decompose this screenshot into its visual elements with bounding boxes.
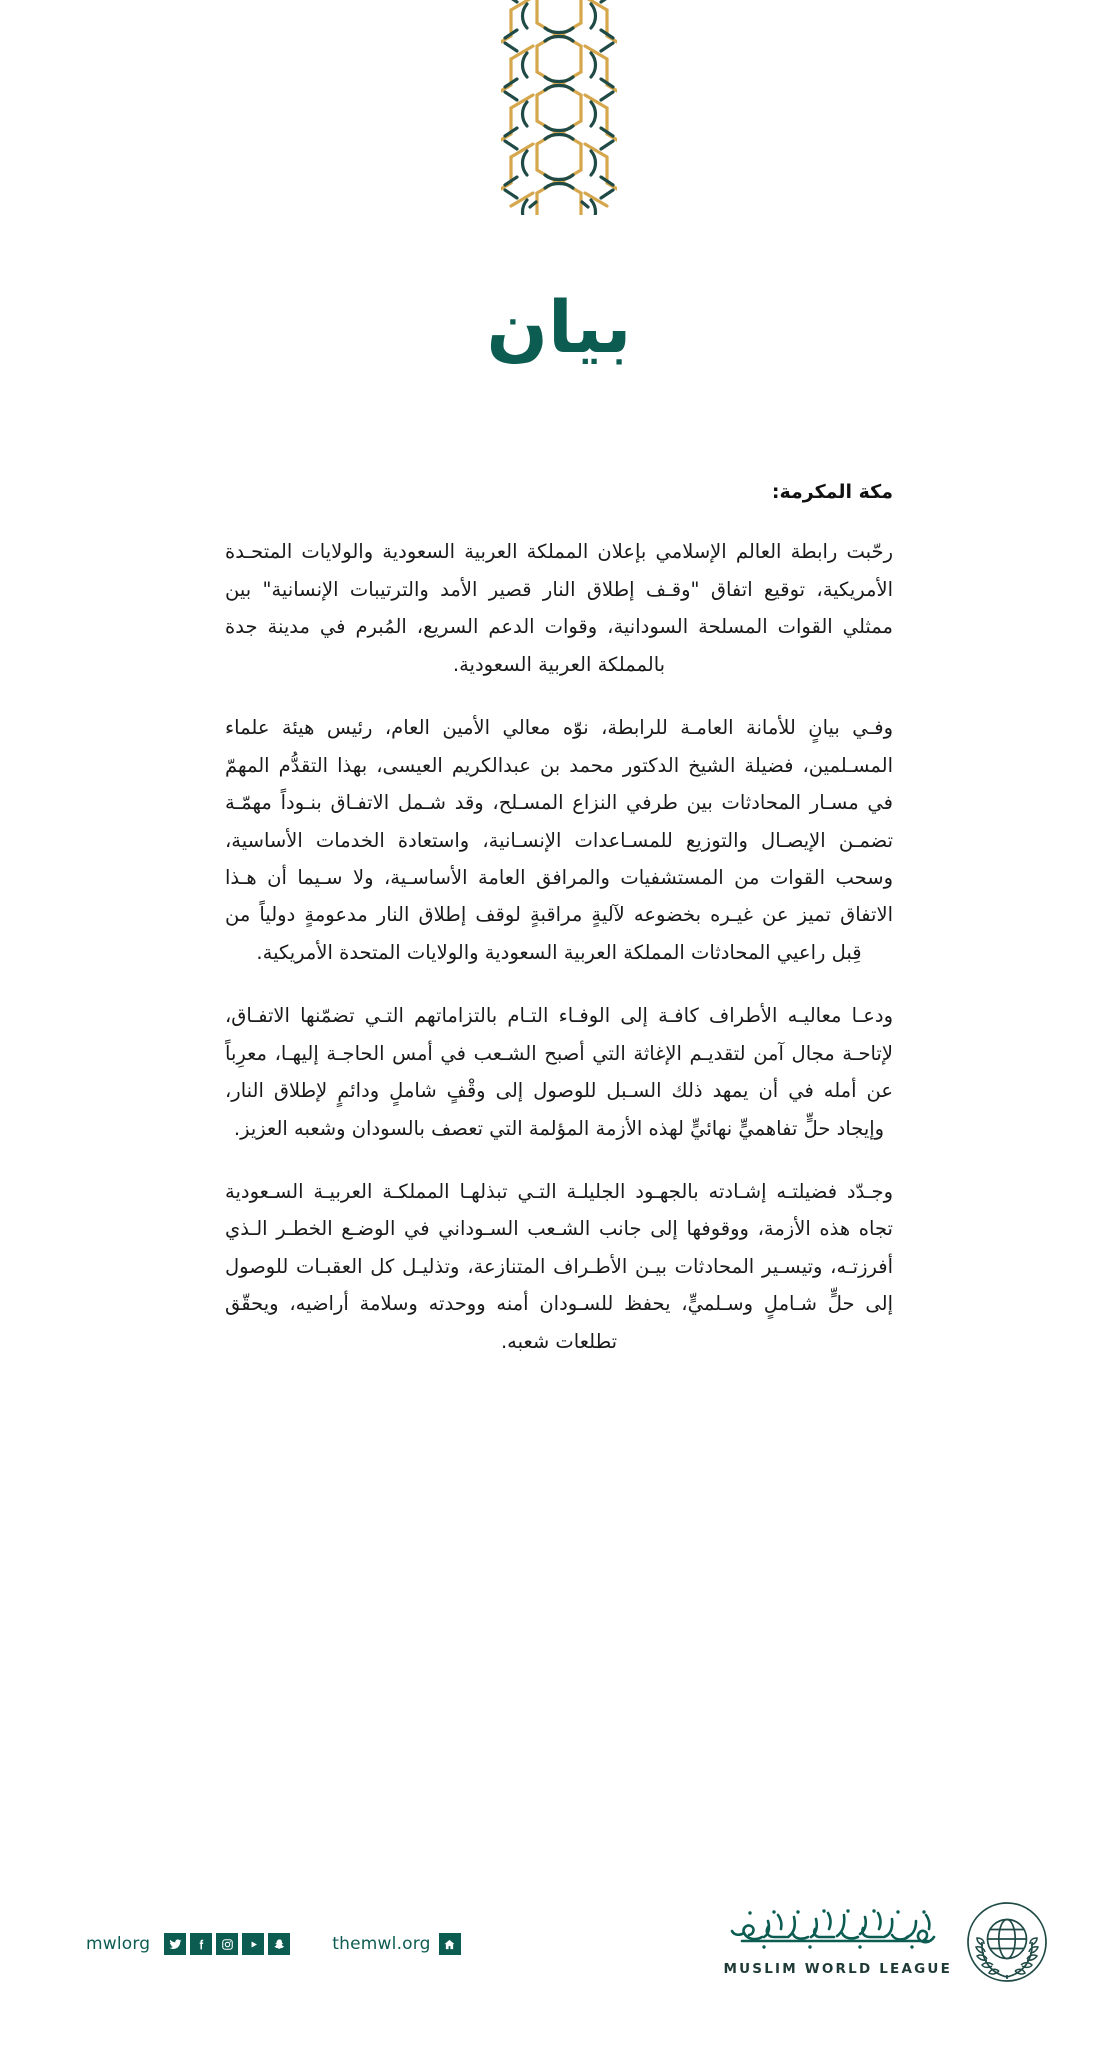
paragraph-4: وجـدّد فضيلتـه إشـادته بالجهـود الجليلـة التـي تبذلهـا المملكـة العربيـة السـعودية تجاه هذه الأزمة، ووقوفها إلى جانب الشـعب السـوداني في الوضـع الخطـر الـذي أفرزتـه، وتيسـير المحادثات بيـن الأطـراف المتنازعة، وتذليـل كل العقبـات للوصول إلى حلٍّ شـاملٍ وسـلميٍّ، يحفظ للسـودان أمنه ووحدته وسلامة أراضيه، ويحقّق تطلعات شعبه.: [225, 1180, 893, 1353]
mwl-logo-latin: MUSLIM WORLD LEAGUE: [723, 1961, 952, 1977]
website-block: [332, 1933, 460, 1955]
page-title: بيان: [486, 285, 632, 370]
page-title-wrapper: [0, 243, 1118, 411]
paragraph-1: رحّبت رابطة العالم الإسلامي بإعلان المملكة العربية السعودية والولايات المتحـدة الأمريكية، توقيع اتفاق "وقـف إطلاق النار قصير الأمد والترتيبات الإنسانية" بين ممثلي القوات المسلحة السودانية، وقوات الدعم السريع، المُبرم في مدينة جدة بالمملكة العربية السعودية.: [225, 540, 893, 676]
snapchat-icon[interactable]: [268, 1933, 290, 1955]
mwl-logo-text: [724, 1907, 953, 1977]
website-url: themwl.org: [332, 1934, 431, 1954]
youtube-icon[interactable]: [242, 1933, 264, 1955]
statement-body: [225, 411, 893, 1360]
social-handle: mwlorg: [86, 1934, 151, 1954]
instagram-icon[interactable]: [216, 1933, 238, 1955]
home-icon[interactable]: [439, 1933, 461, 1955]
mwl-logo-arabic-calligraphy: [728, 1907, 948, 1953]
paragraph-3: ودعـا معاليـه الأطراف كافـة إلى الوفـاء التـام بالتزاماتهم التـي تضمّنها الاتفـاق، لإتاحـة مجال آمن لتقديـم الإغاثة التي أصبح الشـعب في أمس الحاجـة إليهـا، معرِباً عن أمله في أن يمهد ذلك السـبل للوصول إلى وقْفٍ شاملٍ ودائمٍ لإطلاق النار، وإيجاد حلٍّ تفاهميٍّ نهائيٍّ لهذه الأزمة المؤلمة التي تعصف بالسودان وشعبه العزيز.: [225, 1004, 893, 1140]
islamic-geometric-ornament-icon: [501, 0, 617, 215]
twitter-icon[interactable]: [164, 1933, 186, 1955]
mwl-logo: [724, 1901, 1049, 1987]
social-block: [86, 1933, 290, 1955]
paragraph-2: وفـي بيانٍ للأمانة العامـة للرابطة، نوّه معالي الأمين العام، رئيس هيئة علماء المسـلمين، فضيلة الشيخ الدكتور محمد بن عبدالكريم العيسى، بهذا التقدُّم المهمّ في مسـار المحادثات بين طرفي النزاع المسـلح، وقد شـمل الاتفـاق بنـوداً مهمّـة تضمـن الإيصـال والتوزيع للمسـاعدات الإنسـانية، واستعادة الخدمات الأساسية، وسحب القوات من المستشفيات والمرافق العامة الأساسـية، ولا سـيما أن هـذا الاتفاق تميز عن غيـره بخضوعه لآليةٍ مراقبةٍ لوقف إطلاق النار مدعومةٍ دولياً من قِبل راعيي المحادثات المملكة العربية السعودية والولايات المتحدة الأمريكية.: [225, 716, 893, 964]
social-icon-row: [164, 1933, 290, 1955]
globe-wreath-emblem-icon: [966, 1901, 1048, 1983]
header-ornament: [0, 0, 1118, 215]
dateline: مكة المكرمة:: [771, 481, 893, 504]
facebook-icon[interactable]: [190, 1933, 212, 1955]
footer: [0, 1884, 1118, 2004]
